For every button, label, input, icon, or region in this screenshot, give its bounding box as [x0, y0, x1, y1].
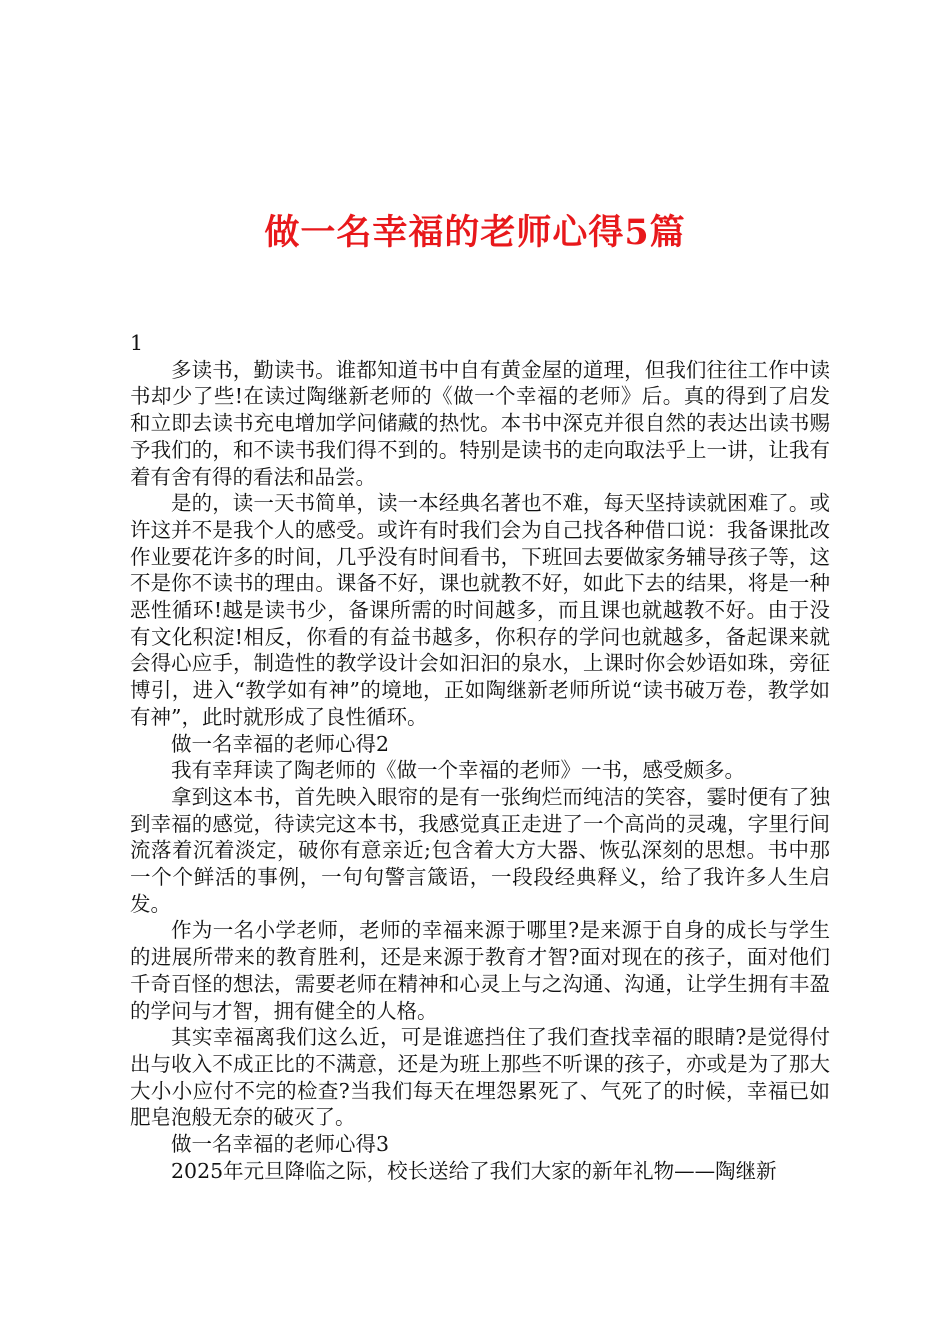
body-paragraph: 2025年元旦降临之际，校长送给了我们大家的新年礼物——陶继新 [171, 1158, 777, 1183]
document-title: 做一名幸福的老师心得5篇 [264, 212, 686, 253]
body-paragraph: 是的，读一天书简单，读一本经典名著也不难，每天坚持读就困难了。或许这并不是我个人的感受。或许有时我们会为自己找各种借口说：我备课批改作业要花许多的时间，几乎没有时间看书，下班回去要做家务辅导孩子等，这不是你不读书的理由。课备不好，课也就教不好，如此下去的结果，将是一种恶性循环!越是读书少，备课所需的时间越多，而且课也就越教不好。由于没有文化积淀!相反，你看的有益书越多，你积存的学问也就越多，备起课来就会得心应手，制造性的教学设计会如汩汩的泉水，上课时你会妙语如珠，旁征博引，进入“教学如有神”的境地，正如陶继新老师所说“读书破万卷，教学如有神”，此时就形成了良性循环。 [130, 491, 830, 729]
body-paragraph: 拿到这本书，首先映入眼帘的是有一张绚烂而纯洁的笑容，霎时便有了独到幸福的感觉，待读完这本书，我感觉真正走进了一个高尚的灵魂，字里行间流落着沉着淡定，破你有意亲近;包含着大方大器、恢弘深刻的思想。书中那一个个鲜活的事例，一句句警言箴语，一段段经典释义，给了我许多人生启发。 [130, 784, 830, 916]
body-paragraph: 其实幸福离我们这么近，可是谁遮挡住了我们查找幸福的眼睛?是觉得付出与收入不成正比的不满意，还是为班上那些不听课的孩子，亦或是为了那大大小小应付不完的检查?当我们每天在埋怨累死了、气死了的时候，幸福已如肥皂泡般无奈的破灭了。 [130, 1025, 830, 1130]
document-body [130, 330, 830, 1185]
body-paragraph: 我有幸拜读了陶老师的《做一个幸福的老师》一书，感受颇多。 [171, 758, 745, 783]
body-paragraph: 作为一名小学老师，老师的幸福来源于哪里?是来源于自身的成长与学生的进展所带来的教育胜利，还是来源于教育才智?面对现在的孩子，面对他们千奇百怪的想法，需要老师在精神和心灵上与之沟通、沟通，让学生拥有丰盈的学问与才智，拥有健全的人格。 [130, 918, 830, 1023]
section-number: 1 [130, 331, 144, 355]
body-paragraph: 做一名幸福的老师心得3 [171, 1132, 390, 1157]
body-paragraph: 做一名幸福的老师心得2 [171, 731, 390, 756]
body-paragraph: 多读书，勤读书。谁都知道书中自有黄金屋的道理，但我们往往工作中读书却少了些!在读过陶继新老师的《做一个幸福的老师》后。真的得到了启发和立即去读书充电增加学问储藏的热忱。本书中深克并很自然的表达出读书赐予我们的，和不读书我们得不到的。特别是读书的走向取法乎上一讲，让我有着有舍有得的看法和品尝。 [130, 357, 830, 489]
